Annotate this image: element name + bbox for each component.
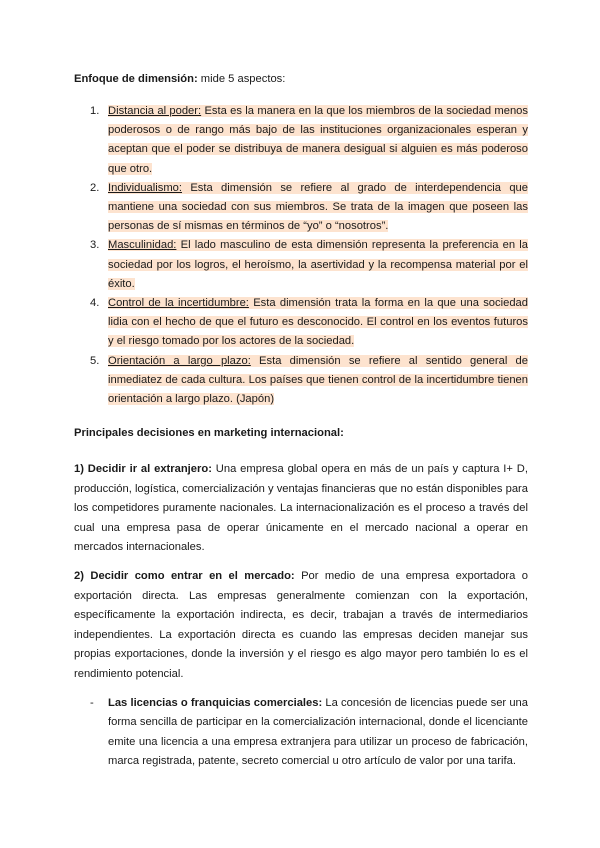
heading-bold-text: Principales decisiones en marketing internacional: (74, 427, 344, 439)
paragraph-market-entry (74, 567, 528, 685)
list-item-text: El lado masculino de esta dimensión representa la preferencia en la sociedad por los logros, el heroísmo, la asertividad y la recompensa material por el éxito. (108, 239, 528, 290)
list-item-number: 2. (90, 181, 100, 194)
list-item (74, 352, 528, 410)
list-item-number: 1. (90, 105, 100, 117)
bullet-lead: Las licencias o franquicias comerciales: (108, 697, 323, 709)
list-item-term: Control de la incertidumbre: (108, 297, 249, 310)
paragraph-lead: 1) Decidir ir al extranjero: (74, 463, 212, 475)
list-item-term: Orientación a largo plazo: (108, 354, 251, 367)
bullet-dash: - (90, 697, 94, 709)
highlighted-text (108, 182, 528, 232)
list-item-text: Esta dimensión trata la forma en la que una sociedad lidia con el hecho de que el futuro es desconocido. El control en los eventos futuros y el riesgo tomado por los actores de la sociedad. (108, 297, 528, 348)
list-item-number: 5. (90, 354, 100, 367)
paragraph-go-abroad (74, 460, 528, 558)
section-heading-dimension-approach (74, 71, 285, 87)
list-item-number: 3. (90, 239, 100, 252)
list-item (74, 179, 528, 237)
list-item-term: Individualismo: (108, 181, 182, 194)
list-item (74, 102, 528, 179)
list-item (74, 236, 528, 294)
bullet-text: La concesión de licencias puede ser una forma sencilla de participar en la comercialización internacional, donde el licenciante emite una licencia a una empresa extranjera para utilizar un proceso de fabricación, marca registrada, patente, secreto comercial u otro artículo de valor por una tarifa. (108, 697, 528, 768)
list-item (74, 294, 528, 352)
heading-rest-text: mide 5 aspectos: (197, 73, 286, 85)
paragraph-text: Una empresa global opera en más de un país y captura I+ D, producción, logística, comercialización y ventajas financieras que no están disponibles para los competidores puramente nacionales. La internacionalización es el proceso a través del cual una empresa pasa de operar únicamente en el mercado nacional a operar en mercados internacionales. (74, 463, 528, 554)
list-item-text: Esta dimensión se refiere al grado de interdependencia que mantiene una sociedad con sus miembros. Se trata de la imagen que poseen las personas de sí mismas en términos de “yo” o “nosotros”. (108, 181, 528, 233)
dimension-list (74, 102, 528, 409)
highlighted-text (108, 355, 528, 405)
list-item-term: Masculinidad: (108, 239, 177, 252)
paragraph-text: Por medio de una empresa exportadora o exportación directa. Las empresas generalmente comienzan con la exportación, específicamente la exportación indirecta, es decir, trabajan a través de intermediarios independientes. La exportación directa es cuando las empresas deciden manejar sus propias exportaciones, donde la inversión y el riesgo es algo mayor pero también lo es el rendimiento potencial. (74, 570, 528, 680)
section-heading-marketing-decisions (74, 425, 344, 441)
list-item-text: Esta dimensión se refiere al sentido general de inmediatez de cada cultura. Los países que tienen control de la incertidumbre tienen orientación a largo plazo. (Japón) (108, 354, 528, 406)
highlighted-text (108, 297, 528, 347)
list-item-number: 4. (90, 297, 100, 310)
highlighted-text (108, 105, 528, 175)
paragraph-lead: 2) Decidir como entrar en el mercado: (74, 570, 295, 582)
heading-bold-text: Enfoque de dimensión: (74, 73, 198, 85)
list-item-term: Distancia al poder: (108, 105, 202, 117)
list-item-text: Esta es la manera en la que los miembros de la sociedad menos poderosos o de rango más bajo de las instituciones organizacionales esperan y aceptan que el poder se distribuya de manera desigual si alguien es más poderoso que otro. (108, 105, 528, 175)
highlighted-text (108, 239, 528, 289)
bullet-licensing (74, 694, 528, 772)
